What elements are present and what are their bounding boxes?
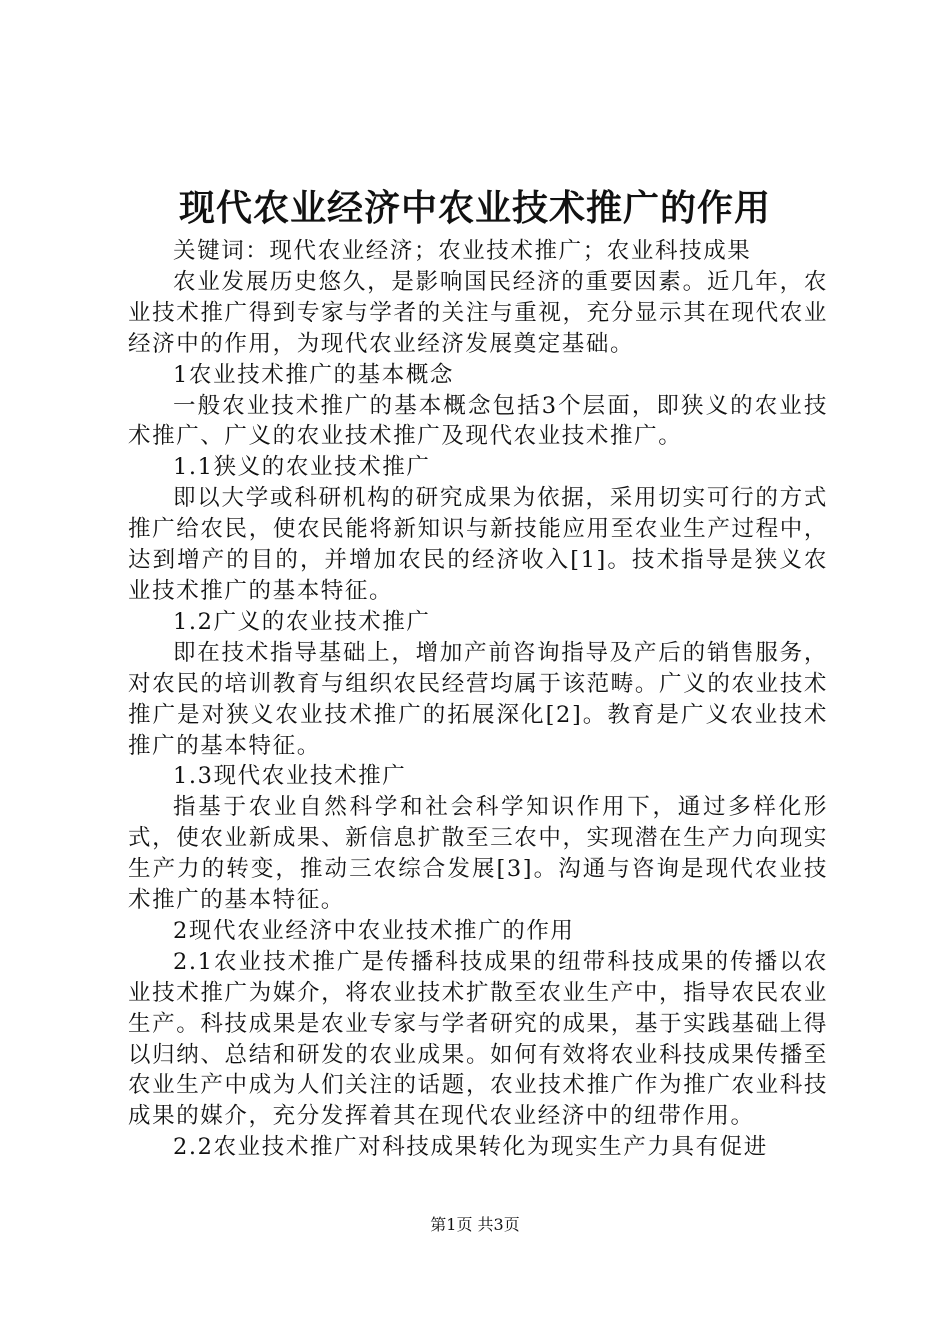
- subsection-heading-1-1: 1.1狭义的农业技术推广: [173, 454, 431, 481]
- keywords-line: 关键词：现代农业经济；农业技术推广；农业科技成果: [173, 238, 752, 264]
- intro-paragraph: 农业发展历史悠久，是影响国民经济的重要因素。近几年，农业技术推广得到专家与学者的关注与重视，充分显示其在现代农业经济中的作用，为现代农业经济发展奠定基础。: [128, 268, 828, 357]
- section-heading-1: 1农业技术推广的基本概念: [173, 361, 455, 388]
- subsection-heading-1-2: 1.2广义的农业技术推广: [173, 608, 431, 635]
- subsection-heading-1-3: 1.3现代农业技术推广: [173, 763, 407, 790]
- section-1-paragraph: 一般农业技术推广的基本概念包括3个层面，即狭义的农业技术推广、广义的农业技术推广及现代农业技术推广。: [128, 392, 828, 450]
- subsection-1-1-paragraph: 即以大学或科研机构的研究成果为依据，采用切实可行的方式推广给农民，使农民能将新知识与新技能应用至农业生产过程中，达到增产的目的，并增加农民的经济收入[1]。技术指导是狭义农业技术推广的基本特征。: [128, 485, 828, 604]
- document-title: 现代农业经济中农业技术推广的作用: [178, 187, 771, 229]
- subsection-2-2-paragraph: 2.2农业技术推广对科技成果转化为现实生产力具有促进: [173, 1134, 768, 1161]
- subsection-1-3-paragraph: 指基于农业自然科学和社会科学知识作用下，通过多样化形式，使农业新成果、新信息扩散至三农中，实现潜在生产力向现实生产力的转变，推动三农综合发展[3]。沟通与咨询是现代农业技术推广的基本特征。: [128, 794, 828, 914]
- document-body: [128, 236, 828, 1163]
- page-footer: [0, 1213, 950, 1237]
- page-indicator: 第1页 共3页: [430, 1215, 520, 1234]
- subsection-1-2-paragraph: 即在技术指导基础上，增加产前咨询指导及产后的销售服务，对农民的培训教育与组织农民经营均属于该范畴。广义的农业技术推广是对狭义农业技术推广的拓展深化[2]。教育是广义农业技术推广的基本特征。: [128, 639, 828, 759]
- subsection-2-1-paragraph: 2.1农业技术推广是传播科技成果的纽带科技成果的传播以农业技术推广为媒介，将农业技术扩散至农业生产中，指导农民农业生产。科技成果是农业专家与学者研究的成果，基于实践基础上得以归纳、总结和研发的农业成果。如何有效将农业科技成果传播至农业生产中成为人们关注的话题，农业技术推广作为推广农业科技成果的媒介，充分发挥着其在现代农业经济中的纽带作用。: [128, 948, 828, 1130]
- section-heading-2: 2现代农业经济中农业技术推广的作用: [173, 917, 575, 944]
